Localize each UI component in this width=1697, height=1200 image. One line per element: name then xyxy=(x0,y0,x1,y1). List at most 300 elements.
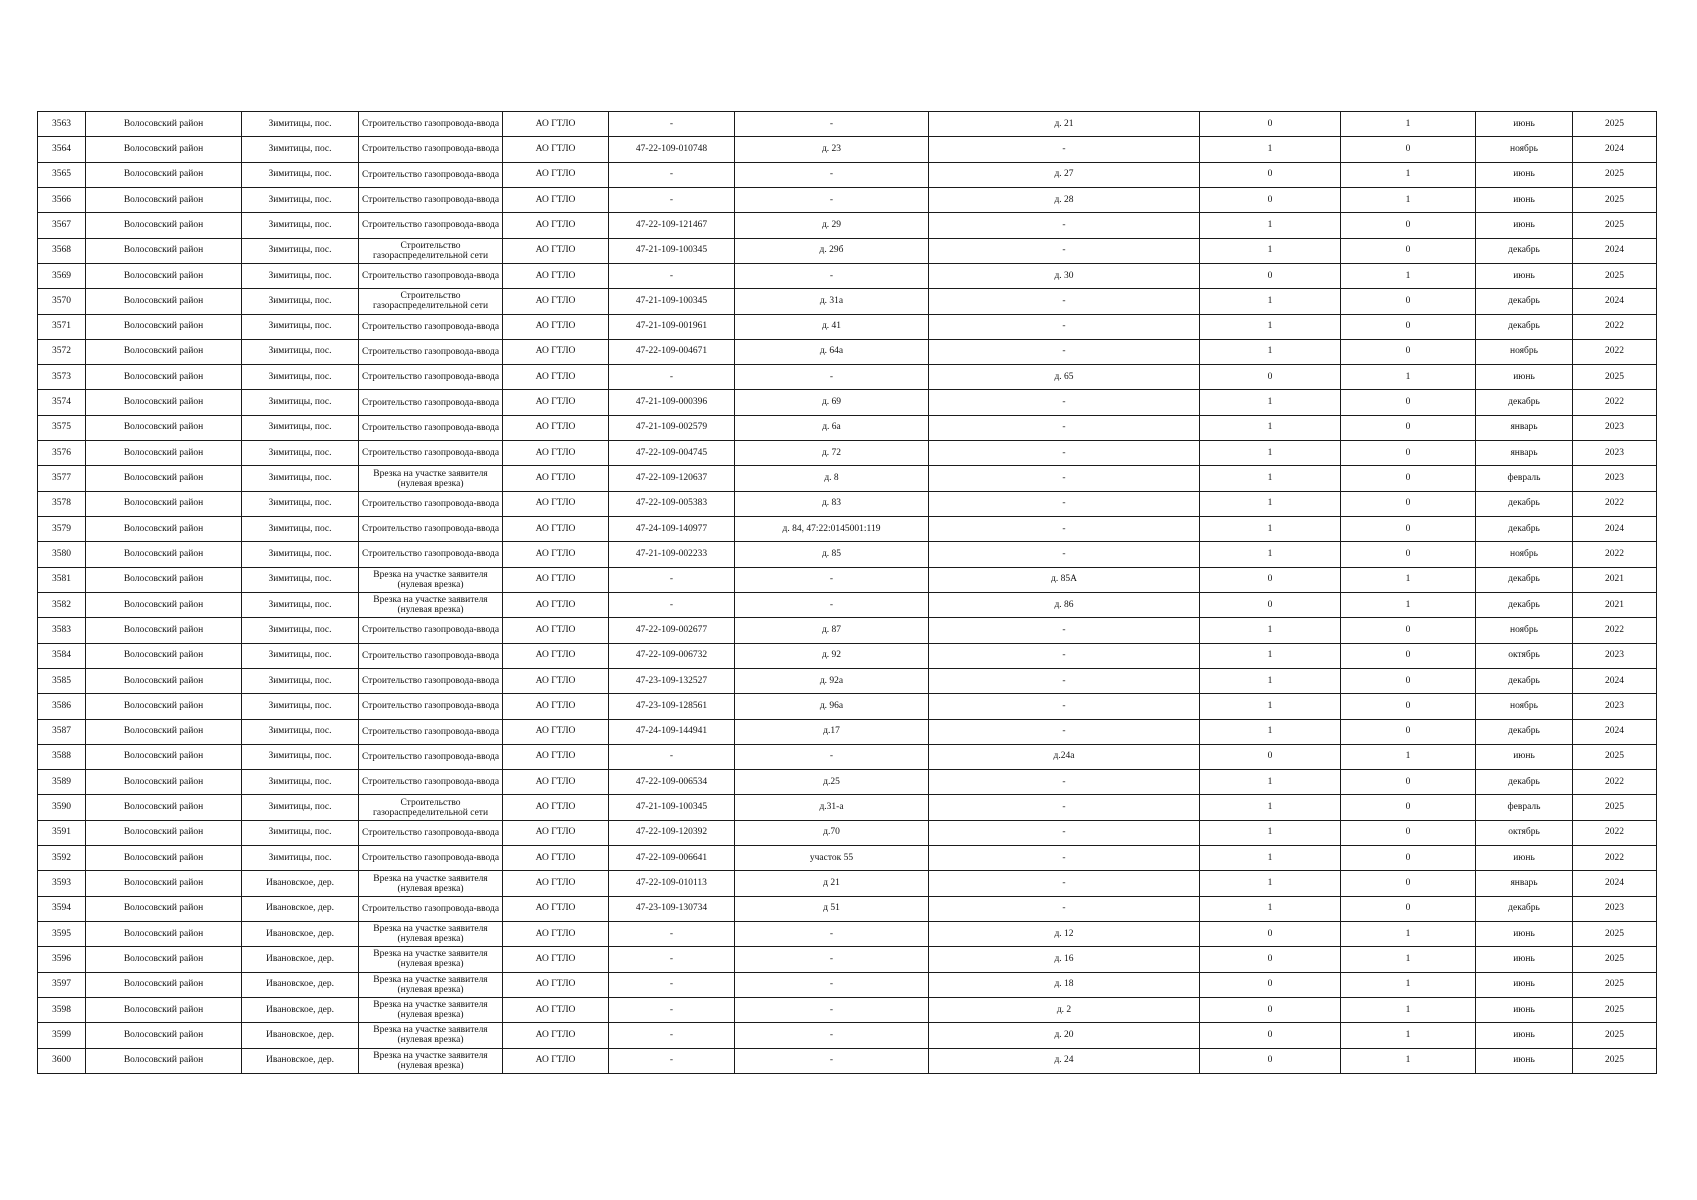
cell-application-number: 47-23-109-130734 xyxy=(609,896,735,921)
cell-district: Волосовский район xyxy=(86,365,242,390)
cell-address-contract: - xyxy=(735,947,929,972)
cell-address-contract: - xyxy=(735,365,929,390)
cell-work-type: Строительство газопровода-ввода xyxy=(359,896,503,921)
cell-organization: АО ГТЛО xyxy=(503,972,609,997)
cell-settlement: Ивановское, дер. xyxy=(242,896,359,921)
cell-application-number: 47-22-109-004671 xyxy=(609,339,735,364)
cell-row-number: 3580 xyxy=(38,542,86,567)
cell-address-no-contract: - xyxy=(929,795,1200,820)
cell-row-number: 3575 xyxy=(38,415,86,440)
cell-address-no-contract: д. 30 xyxy=(929,263,1200,288)
cell-year: 2025 xyxy=(1573,997,1657,1022)
cell-year: 2025 xyxy=(1573,972,1657,997)
cell-count-no-contract: 1 xyxy=(1341,1048,1476,1073)
cell-address-contract: - xyxy=(735,972,929,997)
cell-district: Волосовский район xyxy=(86,770,242,795)
cell-address-contract: д 21 xyxy=(735,871,929,896)
cell-district: Волосовский район xyxy=(86,846,242,871)
cell-application-number: 47-21-109-100345 xyxy=(609,238,735,263)
cell-organization: АО ГТЛО xyxy=(503,137,609,162)
cell-count-contract: 1 xyxy=(1200,339,1341,364)
cell-application-number: 47-22-109-002677 xyxy=(609,618,735,643)
cell-count-no-contract: 0 xyxy=(1341,491,1476,516)
cell-work-type: Строительство газопровода-ввода xyxy=(359,339,503,364)
cell-count-contract: 1 xyxy=(1200,289,1341,314)
cell-count-contract: 0 xyxy=(1200,112,1341,137)
cell-count-contract: 1 xyxy=(1200,466,1341,491)
cell-application-number: - xyxy=(609,263,735,288)
cell-month: ноябрь xyxy=(1476,542,1573,567)
cell-work-type: Врезка на участке заявителя (нулевая врезка) xyxy=(359,466,503,491)
cell-address-no-contract: - xyxy=(929,517,1200,542)
cell-row-number: 3598 xyxy=(38,997,86,1022)
cell-count-no-contract: 0 xyxy=(1341,668,1476,693)
cell-year: 2022 xyxy=(1573,846,1657,871)
cell-row-number: 3579 xyxy=(38,517,86,542)
gas-connection-table xyxy=(37,111,1657,1074)
cell-application-number: 47-22-109-004745 xyxy=(609,441,735,466)
cell-work-type: Строительство газопровода-ввода xyxy=(359,517,503,542)
cell-application-number: 47-21-109-002233 xyxy=(609,542,735,567)
cell-count-contract: 0 xyxy=(1200,947,1341,972)
cell-count-contract: 1 xyxy=(1200,846,1341,871)
cell-settlement: Зимитицы, пос. xyxy=(242,618,359,643)
cell-district: Волосовский район xyxy=(86,542,242,567)
cell-address-contract: д 51 xyxy=(735,896,929,921)
cell-count-no-contract: 0 xyxy=(1341,390,1476,415)
cell-work-type: Строительство газопровода-ввода xyxy=(359,744,503,769)
cell-row-number: 3600 xyxy=(38,1048,86,1073)
cell-district: Волосовский район xyxy=(86,643,242,668)
cell-organization: АО ГТЛО xyxy=(503,668,609,693)
table-row xyxy=(38,947,1657,972)
cell-month: декабрь xyxy=(1476,238,1573,263)
cell-settlement: Зимитицы, пос. xyxy=(242,491,359,516)
cell-address-contract: д.25 xyxy=(735,770,929,795)
cell-address-contract: - xyxy=(735,922,929,947)
cell-year: 2022 xyxy=(1573,390,1657,415)
cell-count-contract: 0 xyxy=(1200,263,1341,288)
cell-work-type: Строительство газопровода-ввода xyxy=(359,314,503,339)
cell-work-type: Строительство газопровода-ввода xyxy=(359,390,503,415)
cell-settlement: Зимитицы, пос. xyxy=(242,365,359,390)
cell-address-no-contract: д. 21 xyxy=(929,112,1200,137)
cell-address-contract: - xyxy=(735,112,929,137)
cell-settlement: Зимитицы, пос. xyxy=(242,719,359,744)
cell-year: 2025 xyxy=(1573,744,1657,769)
cell-settlement: Ивановское, дер. xyxy=(242,997,359,1022)
cell-settlement: Зимитицы, пос. xyxy=(242,162,359,187)
cell-address-no-contract: - xyxy=(929,618,1200,643)
cell-application-number: 47-24-109-140977 xyxy=(609,517,735,542)
cell-address-no-contract: д. 24 xyxy=(929,1048,1200,1073)
cell-count-no-contract: 1 xyxy=(1341,162,1476,187)
cell-count-no-contract: 1 xyxy=(1341,972,1476,997)
cell-count-contract: 1 xyxy=(1200,871,1341,896)
cell-address-contract: д. 72 xyxy=(735,441,929,466)
cell-organization: АО ГТЛО xyxy=(503,770,609,795)
cell-district: Волосовский район xyxy=(86,390,242,415)
cell-settlement: Зимитицы, пос. xyxy=(242,567,359,592)
cell-work-type: Строительство газопровода-ввода xyxy=(359,415,503,440)
cell-count-contract: 1 xyxy=(1200,441,1341,466)
cell-address-no-contract: - xyxy=(929,719,1200,744)
cell-address-no-contract: д. 18 xyxy=(929,972,1200,997)
cell-count-contract: 1 xyxy=(1200,213,1341,238)
cell-count-no-contract: 0 xyxy=(1341,643,1476,668)
cell-count-contract: 1 xyxy=(1200,491,1341,516)
cell-count-contract: 0 xyxy=(1200,592,1341,617)
cell-organization: АО ГТЛО xyxy=(503,491,609,516)
cell-application-number: - xyxy=(609,1023,735,1048)
cell-work-type: Врезка на участке заявителя (нулевая врезка) xyxy=(359,947,503,972)
cell-work-type: Строительство газопровода-ввода xyxy=(359,820,503,845)
table-row xyxy=(38,314,1657,339)
cell-work-type: Строительство газораспределительной сети xyxy=(359,289,503,314)
cell-month: июнь xyxy=(1476,947,1573,972)
cell-application-number: 47-22-109-120637 xyxy=(609,466,735,491)
cell-application-number: 47-22-109-005383 xyxy=(609,491,735,516)
cell-count-no-contract: 1 xyxy=(1341,187,1476,212)
cell-application-number: - xyxy=(609,947,735,972)
cell-row-number: 3565 xyxy=(38,162,86,187)
cell-count-no-contract: 0 xyxy=(1341,466,1476,491)
cell-month: декабрь xyxy=(1476,390,1573,415)
cell-row-number: 3586 xyxy=(38,694,86,719)
cell-count-contract: 1 xyxy=(1200,694,1341,719)
cell-application-number: 47-23-109-128561 xyxy=(609,694,735,719)
cell-address-no-contract: д. 16 xyxy=(929,947,1200,972)
cell-count-contract: 0 xyxy=(1200,1048,1341,1073)
cell-count-no-contract: 1 xyxy=(1341,922,1476,947)
cell-district: Волосовский район xyxy=(86,289,242,314)
cell-year: 2021 xyxy=(1573,567,1657,592)
cell-district: Волосовский район xyxy=(86,491,242,516)
cell-count-no-contract: 0 xyxy=(1341,846,1476,871)
cell-address-no-contract: - xyxy=(929,314,1200,339)
cell-month: июнь xyxy=(1476,365,1573,390)
cell-address-contract: д. 41 xyxy=(735,314,929,339)
cell-row-number: 3589 xyxy=(38,770,86,795)
cell-month: октябрь xyxy=(1476,643,1573,668)
cell-address-no-contract: - xyxy=(929,846,1200,871)
cell-application-number: - xyxy=(609,997,735,1022)
cell-count-contract: 1 xyxy=(1200,896,1341,921)
cell-count-no-contract: 0 xyxy=(1341,542,1476,567)
table-row xyxy=(38,542,1657,567)
cell-year: 2023 xyxy=(1573,415,1657,440)
cell-application-number: - xyxy=(609,365,735,390)
table-row xyxy=(38,162,1657,187)
cell-application-number: 47-22-109-120392 xyxy=(609,820,735,845)
table-row xyxy=(38,770,1657,795)
cell-district: Волосовский район xyxy=(86,466,242,491)
cell-address-contract: - xyxy=(735,744,929,769)
cell-address-contract: - xyxy=(735,592,929,617)
cell-work-type: Строительство газопровода-ввода xyxy=(359,213,503,238)
cell-address-no-contract: - xyxy=(929,213,1200,238)
cell-organization: АО ГТЛО xyxy=(503,719,609,744)
cell-row-number: 3590 xyxy=(38,795,86,820)
cell-district: Волосовский район xyxy=(86,238,242,263)
cell-year: 2025 xyxy=(1573,922,1657,947)
cell-address-no-contract: д. 20 xyxy=(929,1023,1200,1048)
cell-district: Волосовский район xyxy=(86,947,242,972)
cell-month: ноябрь xyxy=(1476,618,1573,643)
cell-district: Волосовский район xyxy=(86,112,242,137)
cell-row-number: 3573 xyxy=(38,365,86,390)
cell-application-number: 47-21-109-001961 xyxy=(609,314,735,339)
cell-count-contract: 1 xyxy=(1200,415,1341,440)
cell-application-number: 47-22-109-006641 xyxy=(609,846,735,871)
cell-year: 2025 xyxy=(1573,365,1657,390)
cell-settlement: Зимитицы, пос. xyxy=(242,846,359,871)
cell-month: декабрь xyxy=(1476,719,1573,744)
cell-application-number: - xyxy=(609,187,735,212)
cell-work-type: Строительство газораспределительной сети xyxy=(359,795,503,820)
cell-address-no-contract: д. 12 xyxy=(929,922,1200,947)
cell-district: Волосовский район xyxy=(86,263,242,288)
cell-row-number: 3585 xyxy=(38,668,86,693)
cell-row-number: 3569 xyxy=(38,263,86,288)
table-row xyxy=(38,112,1657,137)
cell-work-type: Строительство газопровода-ввода xyxy=(359,162,503,187)
cell-organization: АО ГТЛО xyxy=(503,365,609,390)
cell-month: июнь xyxy=(1476,187,1573,212)
table-row xyxy=(38,668,1657,693)
table-row xyxy=(38,972,1657,997)
cell-organization: АО ГТЛО xyxy=(503,643,609,668)
cell-address-no-contract: - xyxy=(929,668,1200,693)
cell-address-contract: - xyxy=(735,1023,929,1048)
cell-address-no-contract: - xyxy=(929,466,1200,491)
cell-address-contract: д. 85 xyxy=(735,542,929,567)
cell-organization: АО ГТЛО xyxy=(503,1048,609,1073)
cell-work-type: Строительство газопровода-ввода xyxy=(359,643,503,668)
cell-address-contract: д. 92а xyxy=(735,668,929,693)
cell-organization: АО ГТЛО xyxy=(503,820,609,845)
cell-month: июнь xyxy=(1476,263,1573,288)
table-row xyxy=(38,922,1657,947)
cell-month: июнь xyxy=(1476,922,1573,947)
table-row xyxy=(38,871,1657,896)
cell-count-contract: 0 xyxy=(1200,162,1341,187)
cell-address-contract: - xyxy=(735,1048,929,1073)
table-row xyxy=(38,339,1657,364)
cell-year: 2024 xyxy=(1573,238,1657,263)
cell-month: июнь xyxy=(1476,972,1573,997)
cell-row-number: 3593 xyxy=(38,871,86,896)
cell-row-number: 3571 xyxy=(38,314,86,339)
table-row xyxy=(38,263,1657,288)
cell-month: декабрь xyxy=(1476,896,1573,921)
cell-district: Волосовский район xyxy=(86,972,242,997)
cell-organization: АО ГТЛО xyxy=(503,289,609,314)
cell-row-number: 3599 xyxy=(38,1023,86,1048)
cell-work-type: Строительство газопровода-ввода xyxy=(359,263,503,288)
cell-month: декабрь xyxy=(1476,567,1573,592)
table-row xyxy=(38,491,1657,516)
cell-address-contract: д. 92 xyxy=(735,643,929,668)
cell-organization: АО ГТЛО xyxy=(503,997,609,1022)
cell-month: июнь xyxy=(1476,744,1573,769)
cell-work-type: Врезка на участке заявителя (нулевая врезка) xyxy=(359,871,503,896)
cell-address-no-contract: - xyxy=(929,137,1200,162)
cell-count-contract: 0 xyxy=(1200,567,1341,592)
cell-organization: АО ГТЛО xyxy=(503,441,609,466)
cell-count-contract: 0 xyxy=(1200,365,1341,390)
cell-year: 2023 xyxy=(1573,466,1657,491)
cell-organization: АО ГТЛО xyxy=(503,618,609,643)
cell-organization: АО ГТЛО xyxy=(503,263,609,288)
table-row xyxy=(38,643,1657,668)
cell-year: 2023 xyxy=(1573,694,1657,719)
cell-count-no-contract: 0 xyxy=(1341,896,1476,921)
cell-year: 2021 xyxy=(1573,592,1657,617)
cell-count-contract: 1 xyxy=(1200,643,1341,668)
cell-work-type: Строительство газопровода-ввода xyxy=(359,668,503,693)
cell-application-number: 47-22-109-006534 xyxy=(609,770,735,795)
cell-count-no-contract: 0 xyxy=(1341,137,1476,162)
cell-district: Волосовский район xyxy=(86,592,242,617)
cell-address-contract: д. 96а xyxy=(735,694,929,719)
cell-work-type: Строительство газопровода-ввода xyxy=(359,441,503,466)
cell-month: июнь xyxy=(1476,213,1573,238)
table-row xyxy=(38,289,1657,314)
cell-month: декабрь xyxy=(1476,668,1573,693)
table-row xyxy=(38,719,1657,744)
cell-count-contract: 0 xyxy=(1200,972,1341,997)
cell-work-type: Строительство газопровода-ввода xyxy=(359,846,503,871)
cell-application-number: - xyxy=(609,567,735,592)
cell-district: Волосовский район xyxy=(86,871,242,896)
cell-application-number: 47-21-109-100345 xyxy=(609,795,735,820)
cell-application-number: 47-22-109-006732 xyxy=(609,643,735,668)
cell-organization: АО ГТЛО xyxy=(503,922,609,947)
cell-district: Волосовский район xyxy=(86,719,242,744)
table-row xyxy=(38,744,1657,769)
table-row xyxy=(38,187,1657,212)
cell-settlement: Зимитицы, пос. xyxy=(242,466,359,491)
cell-work-type: Строительство газопровода-ввода xyxy=(359,719,503,744)
cell-address-contract: д. 64а xyxy=(735,339,929,364)
cell-district: Волосовский район xyxy=(86,415,242,440)
cell-year: 2024 xyxy=(1573,517,1657,542)
table-row xyxy=(38,365,1657,390)
cell-count-contract: 1 xyxy=(1200,314,1341,339)
cell-work-type: Врезка на участке заявителя (нулевая врезка) xyxy=(359,1048,503,1073)
table-row xyxy=(38,441,1657,466)
cell-row-number: 3581 xyxy=(38,567,86,592)
cell-count-contract: 1 xyxy=(1200,137,1341,162)
cell-row-number: 3597 xyxy=(38,972,86,997)
cell-row-number: 3563 xyxy=(38,112,86,137)
cell-row-number: 3591 xyxy=(38,820,86,845)
cell-settlement: Зимитицы, пос. xyxy=(242,592,359,617)
table-row xyxy=(38,618,1657,643)
table-row xyxy=(38,896,1657,921)
cell-settlement: Зимитицы, пос. xyxy=(242,517,359,542)
cell-address-contract: д. 29 xyxy=(735,213,929,238)
cell-address-no-contract: - xyxy=(929,390,1200,415)
cell-work-type: Врезка на участке заявителя (нулевая врезка) xyxy=(359,922,503,947)
cell-settlement: Ивановское, дер. xyxy=(242,1023,359,1048)
cell-year: 2022 xyxy=(1573,542,1657,567)
cell-address-contract: д. 84, 47:22:0145001:119 xyxy=(735,517,929,542)
cell-count-contract: 1 xyxy=(1200,238,1341,263)
cell-count-contract: 0 xyxy=(1200,187,1341,212)
cell-application-number: - xyxy=(609,922,735,947)
cell-address-no-contract: - xyxy=(929,441,1200,466)
cell-district: Волосовский район xyxy=(86,744,242,769)
cell-work-type: Строительство газопровода-ввода xyxy=(359,187,503,212)
cell-month: декабрь xyxy=(1476,517,1573,542)
cell-row-number: 3572 xyxy=(38,339,86,364)
cell-address-no-contract: - xyxy=(929,339,1200,364)
cell-row-number: 3582 xyxy=(38,592,86,617)
cell-month: ноябрь xyxy=(1476,694,1573,719)
cell-work-type: Строительство газопровода-ввода xyxy=(359,491,503,516)
cell-count-no-contract: 0 xyxy=(1341,517,1476,542)
cell-address-no-contract: д. 28 xyxy=(929,187,1200,212)
cell-row-number: 3584 xyxy=(38,643,86,668)
cell-settlement: Зимитицы, пос. xyxy=(242,668,359,693)
cell-row-number: 3570 xyxy=(38,289,86,314)
cell-count-no-contract: 0 xyxy=(1341,770,1476,795)
table-row xyxy=(38,592,1657,617)
table-row xyxy=(38,466,1657,491)
cell-work-type: Врезка на участке заявителя (нулевая врезка) xyxy=(359,972,503,997)
cell-settlement: Зимитицы, пос. xyxy=(242,187,359,212)
cell-organization: АО ГТЛО xyxy=(503,744,609,769)
cell-organization: АО ГТЛО xyxy=(503,592,609,617)
cell-address-contract: д. 31а xyxy=(735,289,929,314)
cell-address-contract: д. 6а xyxy=(735,415,929,440)
cell-row-number: 3578 xyxy=(38,491,86,516)
cell-organization: АО ГТЛО xyxy=(503,871,609,896)
cell-settlement: Зимитицы, пос. xyxy=(242,643,359,668)
cell-work-type: Строительство газопровода-ввода xyxy=(359,365,503,390)
table-row xyxy=(38,820,1657,845)
cell-year: 2022 xyxy=(1573,314,1657,339)
cell-district: Волосовский район xyxy=(86,1023,242,1048)
cell-row-number: 3595 xyxy=(38,922,86,947)
cell-month: декабрь xyxy=(1476,491,1573,516)
cell-work-type: Врезка на участке заявителя (нулевая врезка) xyxy=(359,997,503,1022)
cell-application-number: 47-22-109-010748 xyxy=(609,137,735,162)
cell-year: 2024 xyxy=(1573,289,1657,314)
cell-year: 2025 xyxy=(1573,795,1657,820)
cell-district: Волосовский район xyxy=(86,922,242,947)
cell-row-number: 3574 xyxy=(38,390,86,415)
cell-count-no-contract: 0 xyxy=(1341,795,1476,820)
cell-district: Волосовский район xyxy=(86,187,242,212)
cell-address-contract: - xyxy=(735,263,929,288)
cell-address-contract: д. 83 xyxy=(735,491,929,516)
cell-settlement: Зимитицы, пос. xyxy=(242,770,359,795)
cell-count-contract: 1 xyxy=(1200,668,1341,693)
cell-district: Волосовский район xyxy=(86,997,242,1022)
cell-address-contract: участок 55 xyxy=(735,846,929,871)
cell-count-contract: 1 xyxy=(1200,795,1341,820)
cell-year: 2023 xyxy=(1573,896,1657,921)
cell-address-contract: - xyxy=(735,567,929,592)
cell-settlement: Ивановское, дер. xyxy=(242,871,359,896)
cell-organization: АО ГТЛО xyxy=(503,314,609,339)
cell-organization: АО ГТЛО xyxy=(503,567,609,592)
cell-address-no-contract: - xyxy=(929,896,1200,921)
cell-year: 2025 xyxy=(1573,213,1657,238)
